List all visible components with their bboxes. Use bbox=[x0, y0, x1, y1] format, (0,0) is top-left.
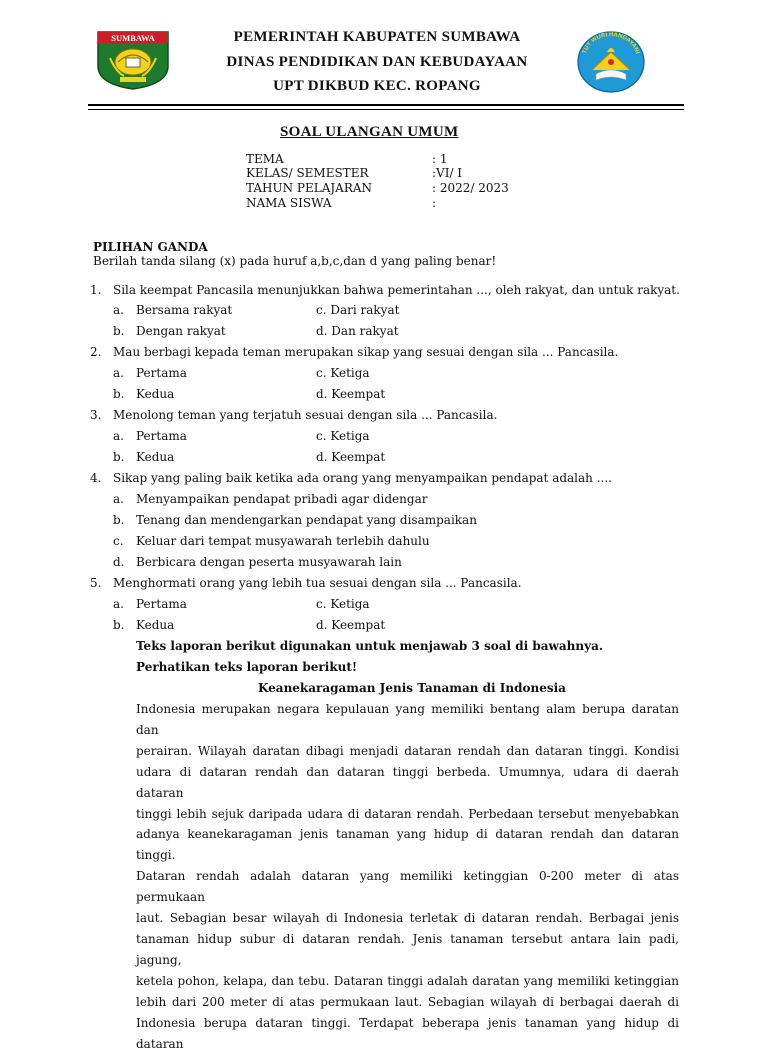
meta-value-nama: : bbox=[432, 196, 437, 210]
header-line-3: UPT DIKBUD KEC. ROPANG bbox=[273, 78, 481, 94]
option-d: Berbicara dengan peserta musyawarah lain bbox=[136, 555, 402, 569]
option-letter-b: b. bbox=[113, 450, 125, 464]
option-d: d. Keempat bbox=[316, 387, 386, 401]
reading-line: perairan. Wilayah daratan dibagi menjadi dataran rendah dan dataran tinggi. Kondisi bbox=[136, 743, 679, 758]
option-c: c. Dari rakyat bbox=[316, 303, 400, 317]
reading-line: Indonesia merupakan negara kepulauan yang memiliki bentang alam berupa daratan dan bbox=[136, 702, 679, 737]
option-letter-a: a. bbox=[113, 303, 124, 317]
question-text: Sikap yang paling baik ketika ada orang yang menyampaikan pendapat adalah .... bbox=[113, 471, 612, 485]
option-a: Pertama bbox=[136, 366, 187, 380]
page-title: SOAL ULANGAN UMUM bbox=[280, 124, 459, 140]
question-number: 5. bbox=[90, 576, 102, 590]
option-letter-a: a. bbox=[113, 429, 124, 443]
option-c: c. Ketiga bbox=[316, 429, 370, 443]
reading-intro-1: Teks laporan berikut digunakan untuk menjawab 3 soal di bawahnya. bbox=[136, 639, 604, 653]
reading-intro-2: Perhatikan teks laporan berikut! bbox=[136, 660, 358, 674]
meta-value-tema: : 1 bbox=[432, 152, 448, 166]
reading-line: Indonesia berupa dataran tinggi. Terdapat beberapa jenis tanaman yang hidup di dataran bbox=[136, 1015, 679, 1051]
option-c: c. Ketiga bbox=[316, 597, 370, 611]
reading-title: Keanekaragaman Jenis Tanaman di Indonesia bbox=[258, 681, 566, 695]
question-text: Sila keempat Pancasila menunjukkan bahwa pemerintahan ..., oleh rakyat, dan untuk rakyat. bbox=[113, 283, 680, 297]
question-number: 3. bbox=[90, 408, 102, 422]
question-number: 1. bbox=[90, 283, 102, 297]
option-letter-a: a. bbox=[113, 366, 124, 380]
option-a: Bersama rakyat bbox=[136, 303, 233, 317]
reading-line: tinggi lebih sejuk daripada udara di dataran rendah. Perbedaan tersebut menyebabkan bbox=[136, 806, 679, 821]
sumbawa-logo bbox=[96, 28, 170, 90]
option-letter-a: a. bbox=[113, 597, 124, 611]
header-line-2: DINAS PENDIDIKAN DAN KEBUDAYAAN bbox=[226, 54, 528, 70]
option-c: c. Ketiga bbox=[316, 366, 370, 380]
sumbawa-logo-text: SUMBAWA bbox=[111, 33, 155, 43]
option-letter-c: c. bbox=[113, 534, 124, 548]
option-b: Kedua bbox=[136, 450, 175, 464]
option-b: Tenang dan mendengarkan pendapat yang disampaikan bbox=[136, 513, 477, 527]
option-b: Kedua bbox=[136, 618, 175, 632]
meta-value-kelas: :VI/ I bbox=[432, 166, 463, 180]
option-b: Kedua bbox=[136, 387, 175, 401]
option-letter-a: a. bbox=[113, 492, 124, 506]
option-a: Pertama bbox=[136, 597, 187, 611]
question-number: 4. bbox=[90, 471, 102, 485]
option-d: d. Dan rakyat bbox=[316, 324, 399, 338]
section-heading: PILIHAN GANDA bbox=[93, 240, 208, 254]
option-letter-d: d. bbox=[113, 555, 125, 569]
reading-line: udara di dataran rendah dan dataran tinggi berbeda. Umumnya, udara di daerah dataran bbox=[136, 764, 679, 800]
tut-wuri-handayani-logo bbox=[576, 30, 646, 94]
option-c: Keluar dari tempat musyawarah terlebih dahulu bbox=[136, 534, 430, 548]
option-a: Pertama bbox=[136, 429, 187, 443]
tut-wuri-text: TUT WURI HANDAYANI bbox=[581, 31, 641, 55]
reading-line: ketela pohon, kelapa, dan tebu. Dataran tinggi adalah daratan yang memiliki ketinggian bbox=[136, 973, 679, 988]
meta-label-nama: NAMA SISWA bbox=[246, 196, 332, 210]
reading-line: lebih dari 200 meter di atas permukaan laut. Sebagian wilayah di berbagai daerah di bbox=[136, 994, 679, 1009]
meta-label-kelas: KELAS/ SEMESTER bbox=[246, 166, 369, 180]
reading-line: tanaman hidup subur di dataran rendah. Jenis tanaman tersebut antara lain padi, jagung, bbox=[136, 931, 679, 967]
reading-passage bbox=[136, 699, 679, 1054]
meta-label-tema: TEMA bbox=[246, 152, 284, 166]
reading-line: Dataran rendah adalah dataran yang memiliki ketinggian 0-200 meter di atas permukaan bbox=[136, 869, 679, 905]
section-instruction: Berilah tanda silang (x) pada huruf a,b,c,dan d yang paling benar! bbox=[93, 254, 497, 268]
question-text: Menghormati orang yang lebih tua sesuai dengan sila ... Pancasila. bbox=[113, 576, 522, 590]
option-letter-b: b. bbox=[113, 618, 125, 632]
option-b: Dengan rakyat bbox=[136, 324, 226, 338]
meta-label-tahun: TAHUN PELAJARAN bbox=[246, 181, 373, 195]
question-text: Mau berbagi kepada teman merupakan sikap yang sesuai dengan sila ... Pancasila. bbox=[113, 345, 619, 359]
option-d: d. Keempat bbox=[316, 450, 386, 464]
reading-line: laut. Sebagian besar wilayah di Indonesia terletak di dataran rendah. Berbagai jenis bbox=[136, 911, 679, 926]
option-letter-b: b. bbox=[113, 387, 125, 401]
header-rule-thin bbox=[88, 109, 684, 110]
header-line-1: PEMERINTAH KABUPATEN SUMBAWA bbox=[233, 29, 521, 45]
option-letter-b: b. bbox=[113, 324, 125, 338]
option-letter-b: b. bbox=[113, 513, 125, 527]
question-text: Menolong teman yang terjatuh sesuai dengan sila ... Pancasila. bbox=[113, 408, 498, 422]
question-number: 2. bbox=[90, 345, 102, 359]
option-a: Menyampaikan pendapat pribadi agar didengar bbox=[136, 492, 428, 506]
meta-value-tahun: : 2022/ 2023 bbox=[432, 181, 509, 195]
option-d: d. Keempat bbox=[316, 618, 386, 632]
header-rule-thick bbox=[88, 104, 684, 106]
reading-line: adanya keanekaragaman jenis tanaman yang hidup di dataran rendah dan dataran tinggi. bbox=[136, 827, 679, 863]
